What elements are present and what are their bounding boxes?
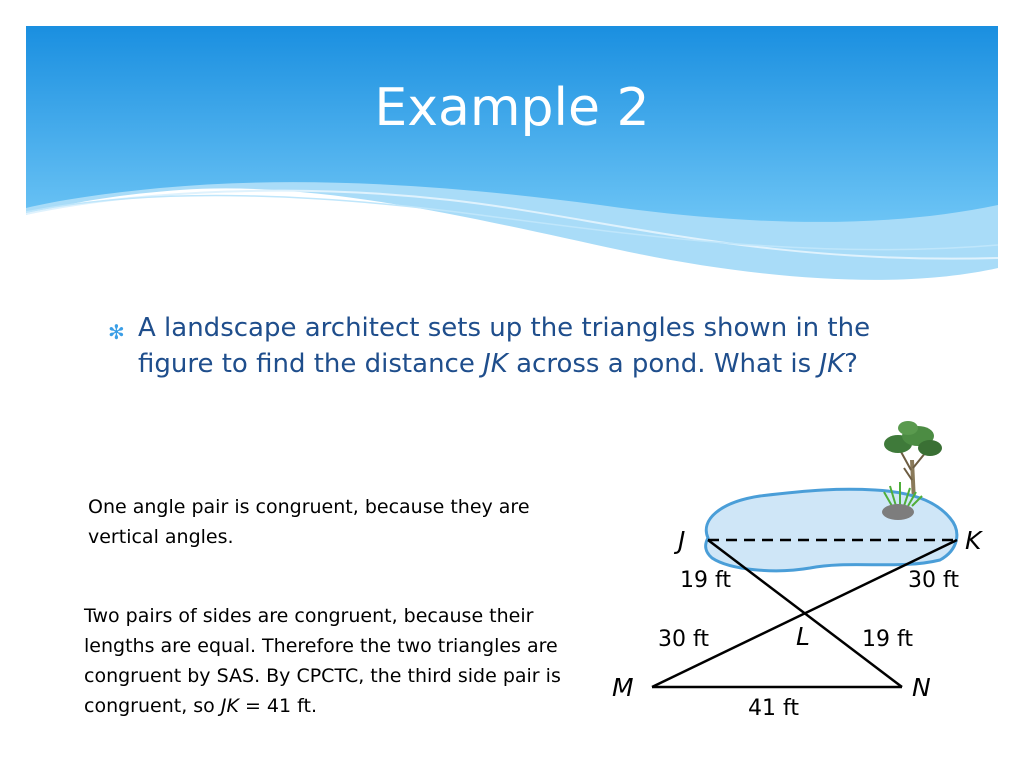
- variable-jk: JK: [220, 695, 239, 717]
- tree-icon: [884, 421, 942, 502]
- header-wave-background: [0, 0, 1024, 290]
- point-label-l: L: [796, 622, 810, 651]
- length-label-kl: 30 ft: [908, 568, 959, 593]
- length-label-lm: 30 ft: [658, 627, 709, 652]
- point-label-k: K: [965, 526, 982, 555]
- bullet-text-part: across a pond. What is: [507, 349, 820, 379]
- variable-jk: JK: [819, 349, 845, 379]
- note-vertical-angles: One angle pair is congruent, because they are vertical angles.: [88, 496, 530, 548]
- point-label-n: N: [912, 673, 931, 702]
- note-sas-conclusion: [84, 601, 564, 721]
- length-label-jl: 19 ft: [680, 568, 731, 593]
- bullet-text-part: A landscape architect sets up the triangles shown in the figure to find the distance: [138, 313, 871, 379]
- point-label-m: M: [612, 673, 634, 702]
- bullet-text-part: ?: [844, 349, 858, 379]
- asterisk-bullet-icon: ✻: [108, 320, 125, 344]
- note-text-part: Two pairs of sides are congruent, because their lengths are equal. Therefore the two triangles are congruent by SAS. By CPCTC, the third side pair is congruent, so: [84, 605, 561, 717]
- point-label-j: J: [678, 526, 686, 555]
- variable-jk: JK: [483, 349, 508, 379]
- length-label-ln: 19 ft: [862, 627, 913, 652]
- bullet-text: [138, 310, 908, 382]
- length-label-mn: 41 ft: [748, 696, 799, 721]
- slide-title: Example 2: [374, 78, 650, 138]
- note-text-part: = 41 ft.: [238, 695, 317, 717]
- rock-icon: [882, 504, 914, 520]
- pond-triangles-figure: [600, 410, 1000, 730]
